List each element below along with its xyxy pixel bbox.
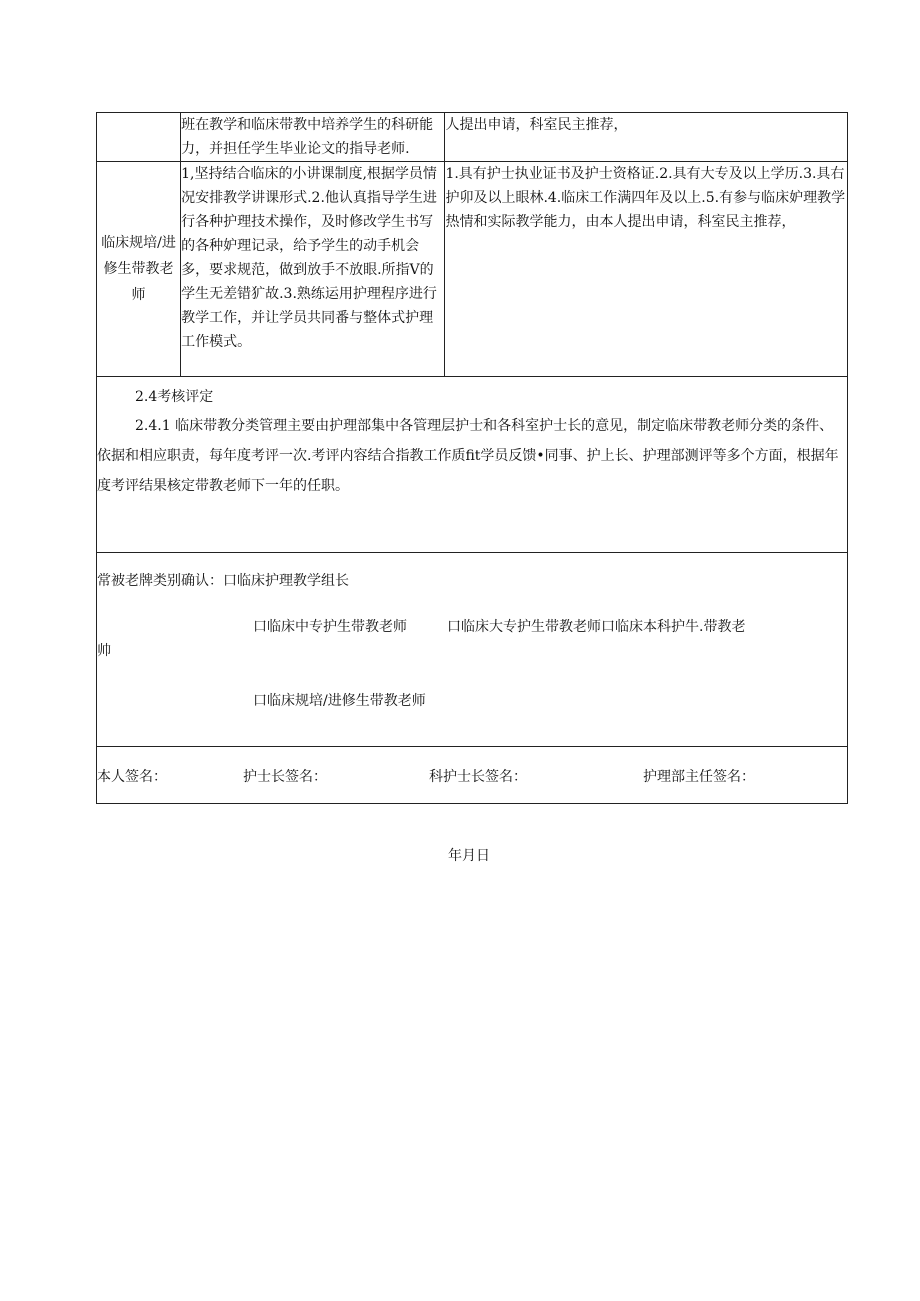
duty-cell: 1,坚持结合临床的小讲课制度,根据学员情况安排教学讲课形式.2.他认真指导学生进行各种护理技术操作，及时修改学生书写的各种妒理记录，给予学生的动手机会多，要求规范，做到放手不放眼.所指V的学生无差错犷故.3.熟练运用护理程序进行教学工作，并让学员共同番与整体式护理工作模式。 bbox=[181, 162, 445, 377]
date-line: 年月日 bbox=[448, 848, 490, 864]
confirmation-line-wrap: 帅 bbox=[97, 643, 111, 659]
confirmation-row bbox=[97, 553, 848, 747]
checkbox-option-secondary-teacher[interactable]: 口临床中专护生带教老师 bbox=[253, 619, 407, 635]
evaluation-form bbox=[96, 112, 848, 804]
confirmation-line bbox=[97, 663, 847, 713]
confirmation-line bbox=[97, 593, 847, 639]
checkbox-option-college-undergrad-teacher[interactable]: 口临床大专护生带教老师口临床本科护牛.带教老 bbox=[447, 619, 746, 635]
assessment-row bbox=[97, 377, 848, 553]
director-signature-label: 护理部主任签名： bbox=[643, 769, 755, 785]
teacher-table bbox=[96, 112, 848, 804]
requirement-cell: 人提出申请，科室民主推荐， bbox=[445, 113, 848, 162]
confirmation-cell bbox=[97, 553, 848, 747]
checkbox-option-resident-teacher[interactable]: 口临床规培/进修生带教老师 bbox=[253, 693, 426, 709]
duty-cell: 班在教学和临床带教中培养学生的科研能力，并担任学生毕业论文的指导老师. bbox=[181, 113, 445, 162]
signature-cell bbox=[97, 747, 848, 804]
dept-head-nurse-signature-label: 科护士长签名： bbox=[429, 769, 527, 785]
confirmation-line bbox=[97, 553, 847, 593]
assessment-body: 2.4.1 临床带教分类管理主要由护理部集中各管理层护士和各科室护士长的意见，制定临床带教老师分类的条件、依据和相应职责，每年度考评一次.考评内容结合指教工作质fit学员反馈•同事、护上长、护理部测评等多个方面，根据年度考评结果核定带教老师下一年的任职。 bbox=[97, 418, 839, 494]
requirement-cell: 1.具有护士执业证书及护士资格证.2.具有大专及以上学历.3.具右护卯及以上眼林.4.临床工作满四年及以上.5.有参与临床妒理教学热情和实际教学能力，由本人提出申请，科室民主推荐， bbox=[445, 162, 848, 377]
confirmation-label: 常被老牌类别确认： bbox=[97, 573, 223, 589]
role-cell-empty bbox=[97, 113, 181, 162]
head-nurse-signature-label: 护士长签名： bbox=[243, 769, 327, 785]
role-label: 临床规培/进修生带教老师 bbox=[101, 235, 176, 303]
assessment-cell bbox=[97, 377, 848, 553]
signature-row bbox=[97, 747, 848, 804]
table-row bbox=[97, 113, 848, 162]
table-row bbox=[97, 162, 848, 377]
self-signature-label: 本人签名： bbox=[97, 769, 167, 785]
assessment-title: 2.4考核评定 bbox=[135, 389, 214, 405]
role-cell bbox=[97, 162, 181, 377]
checkbox-option-teaching-leader[interactable]: 口临床护理教学组长 bbox=[223, 573, 349, 589]
